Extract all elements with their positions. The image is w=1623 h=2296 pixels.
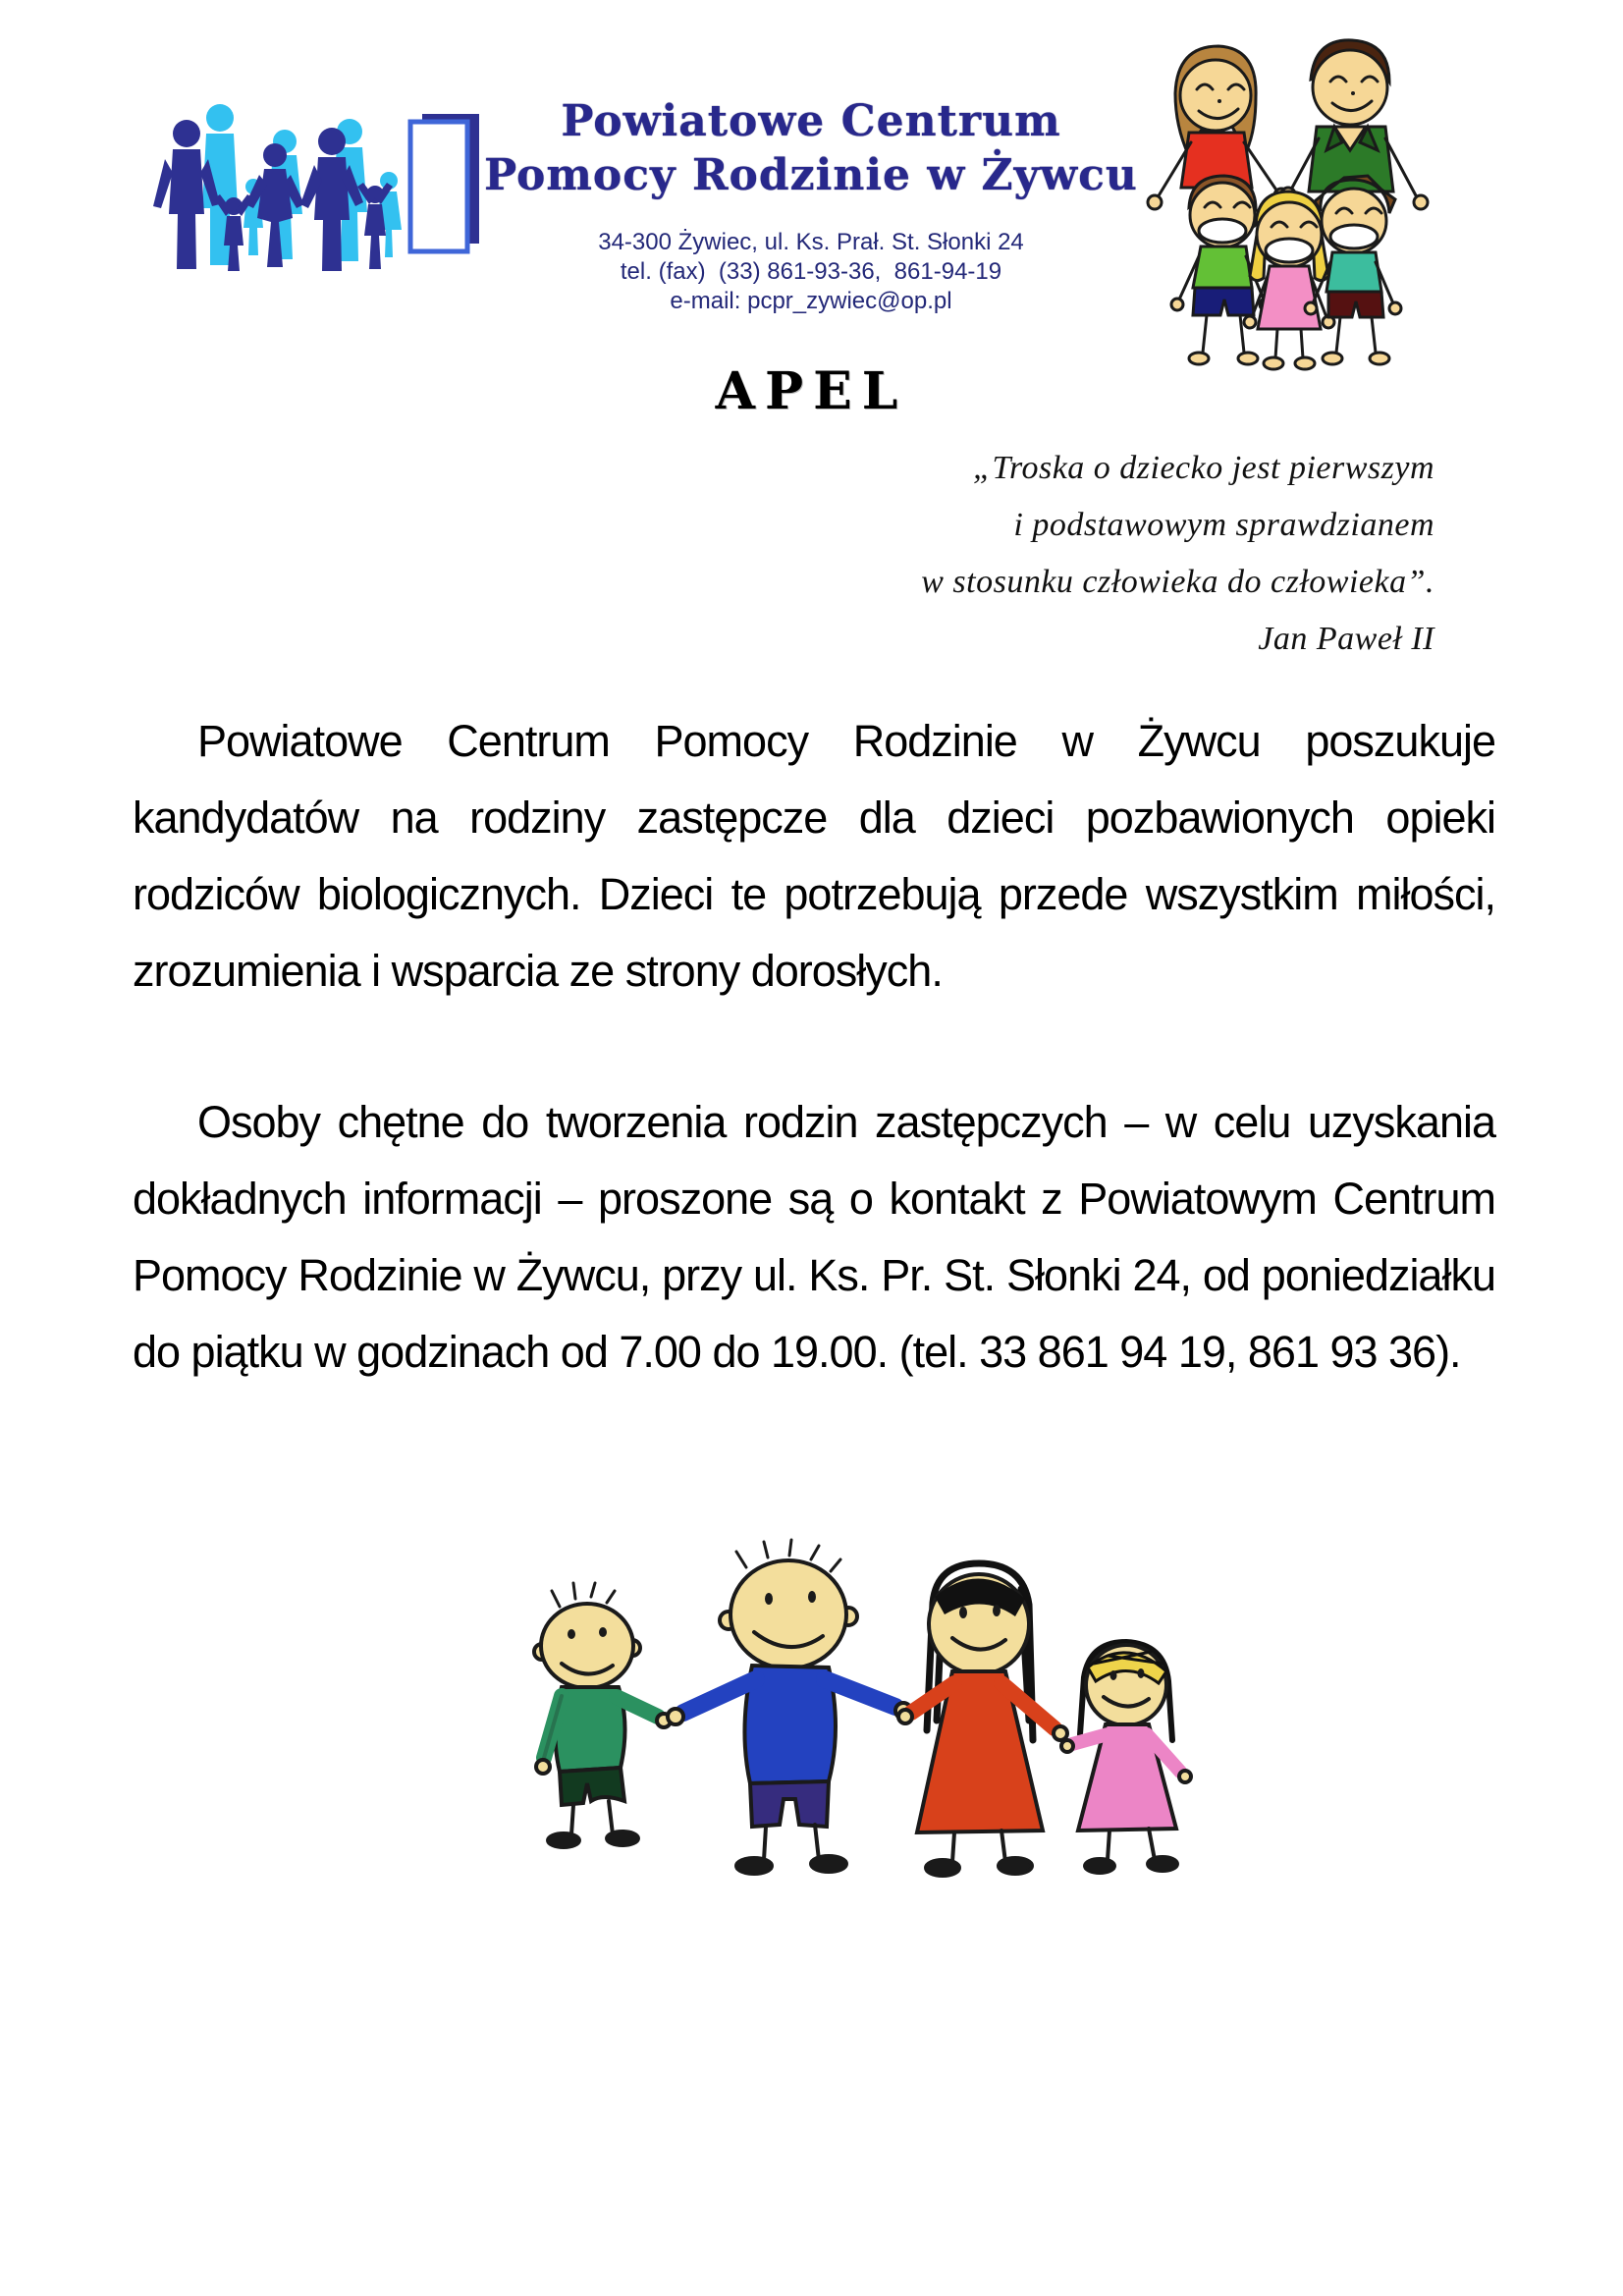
stick-family-drawing-icon: [483, 1534, 1215, 1912]
page-title: APEL: [715, 361, 908, 421]
quote-block: [921, 440, 1434, 668]
quote-attribution: Jan Paweł II: [1258, 621, 1434, 657]
drawing-daughter: [1061, 1642, 1191, 1873]
org-title: [455, 94, 1167, 202]
org-title-line2: Pomocy Rodzinie w Żywcu: [484, 150, 1138, 200]
drawing-mother: [898, 1563, 1067, 1876]
address-street: 34-300 Żywiec, ul. Ks. Prał. St. Słonki 24: [598, 229, 1024, 255]
address-phone: tel. (fax) (33) 861-93-36, 861-94-19: [620, 258, 1002, 285]
quote-line-1: „Troska o dziecko jest pierwszym: [973, 450, 1434, 486]
family-silhouettes-door-logo-icon: [135, 90, 489, 282]
drawing-son: [534, 1583, 671, 1847]
body-paragraph-1: Powiatowe Centrum Pomocy Rodzinie w Żywcu poszukuje kandydatów na rodziny zastępcze dla dzieci pozbawionych opieki rodziców biologicznych. Dzieci te potrzebują przede wszystkim miłości, zrozumienia i wsparcia ze strony dorosłych.: [133, 716, 1495, 996]
letterhead: [455, 94, 1167, 316]
quote-line-2: i podstawowym sprawdzianem: [1013, 507, 1434, 543]
quote-line-3: w stosunku człowieka do człowieka”.: [921, 564, 1434, 600]
letter-body: [133, 703, 1495, 1391]
body-paragraph-2: Osoby chętne do tworzenia rodzin zastępczych – w celu uzyskania dokładnych informacji – proszone są o kontakt z Powiatowym Centrum Pomocy Rodzinie w Żywcu, przy ul. Ks. Pr. St. Słonki 24, od poniedziałku do piątku w godzinach od 7.00 do 19.00. (tel. 33 861 94 19, 861 93 36).: [133, 1097, 1495, 1377]
drawing-father: [668, 1540, 911, 1874]
smiling-family-clipart-icon: [1142, 32, 1434, 371]
clipart-father: [1281, 40, 1428, 209]
org-address: [455, 228, 1167, 316]
address-email: e-mail: pcpr_zywiec@op.pl: [670, 288, 952, 314]
org-title-line1: Powiatowe Centrum: [561, 96, 1061, 146]
